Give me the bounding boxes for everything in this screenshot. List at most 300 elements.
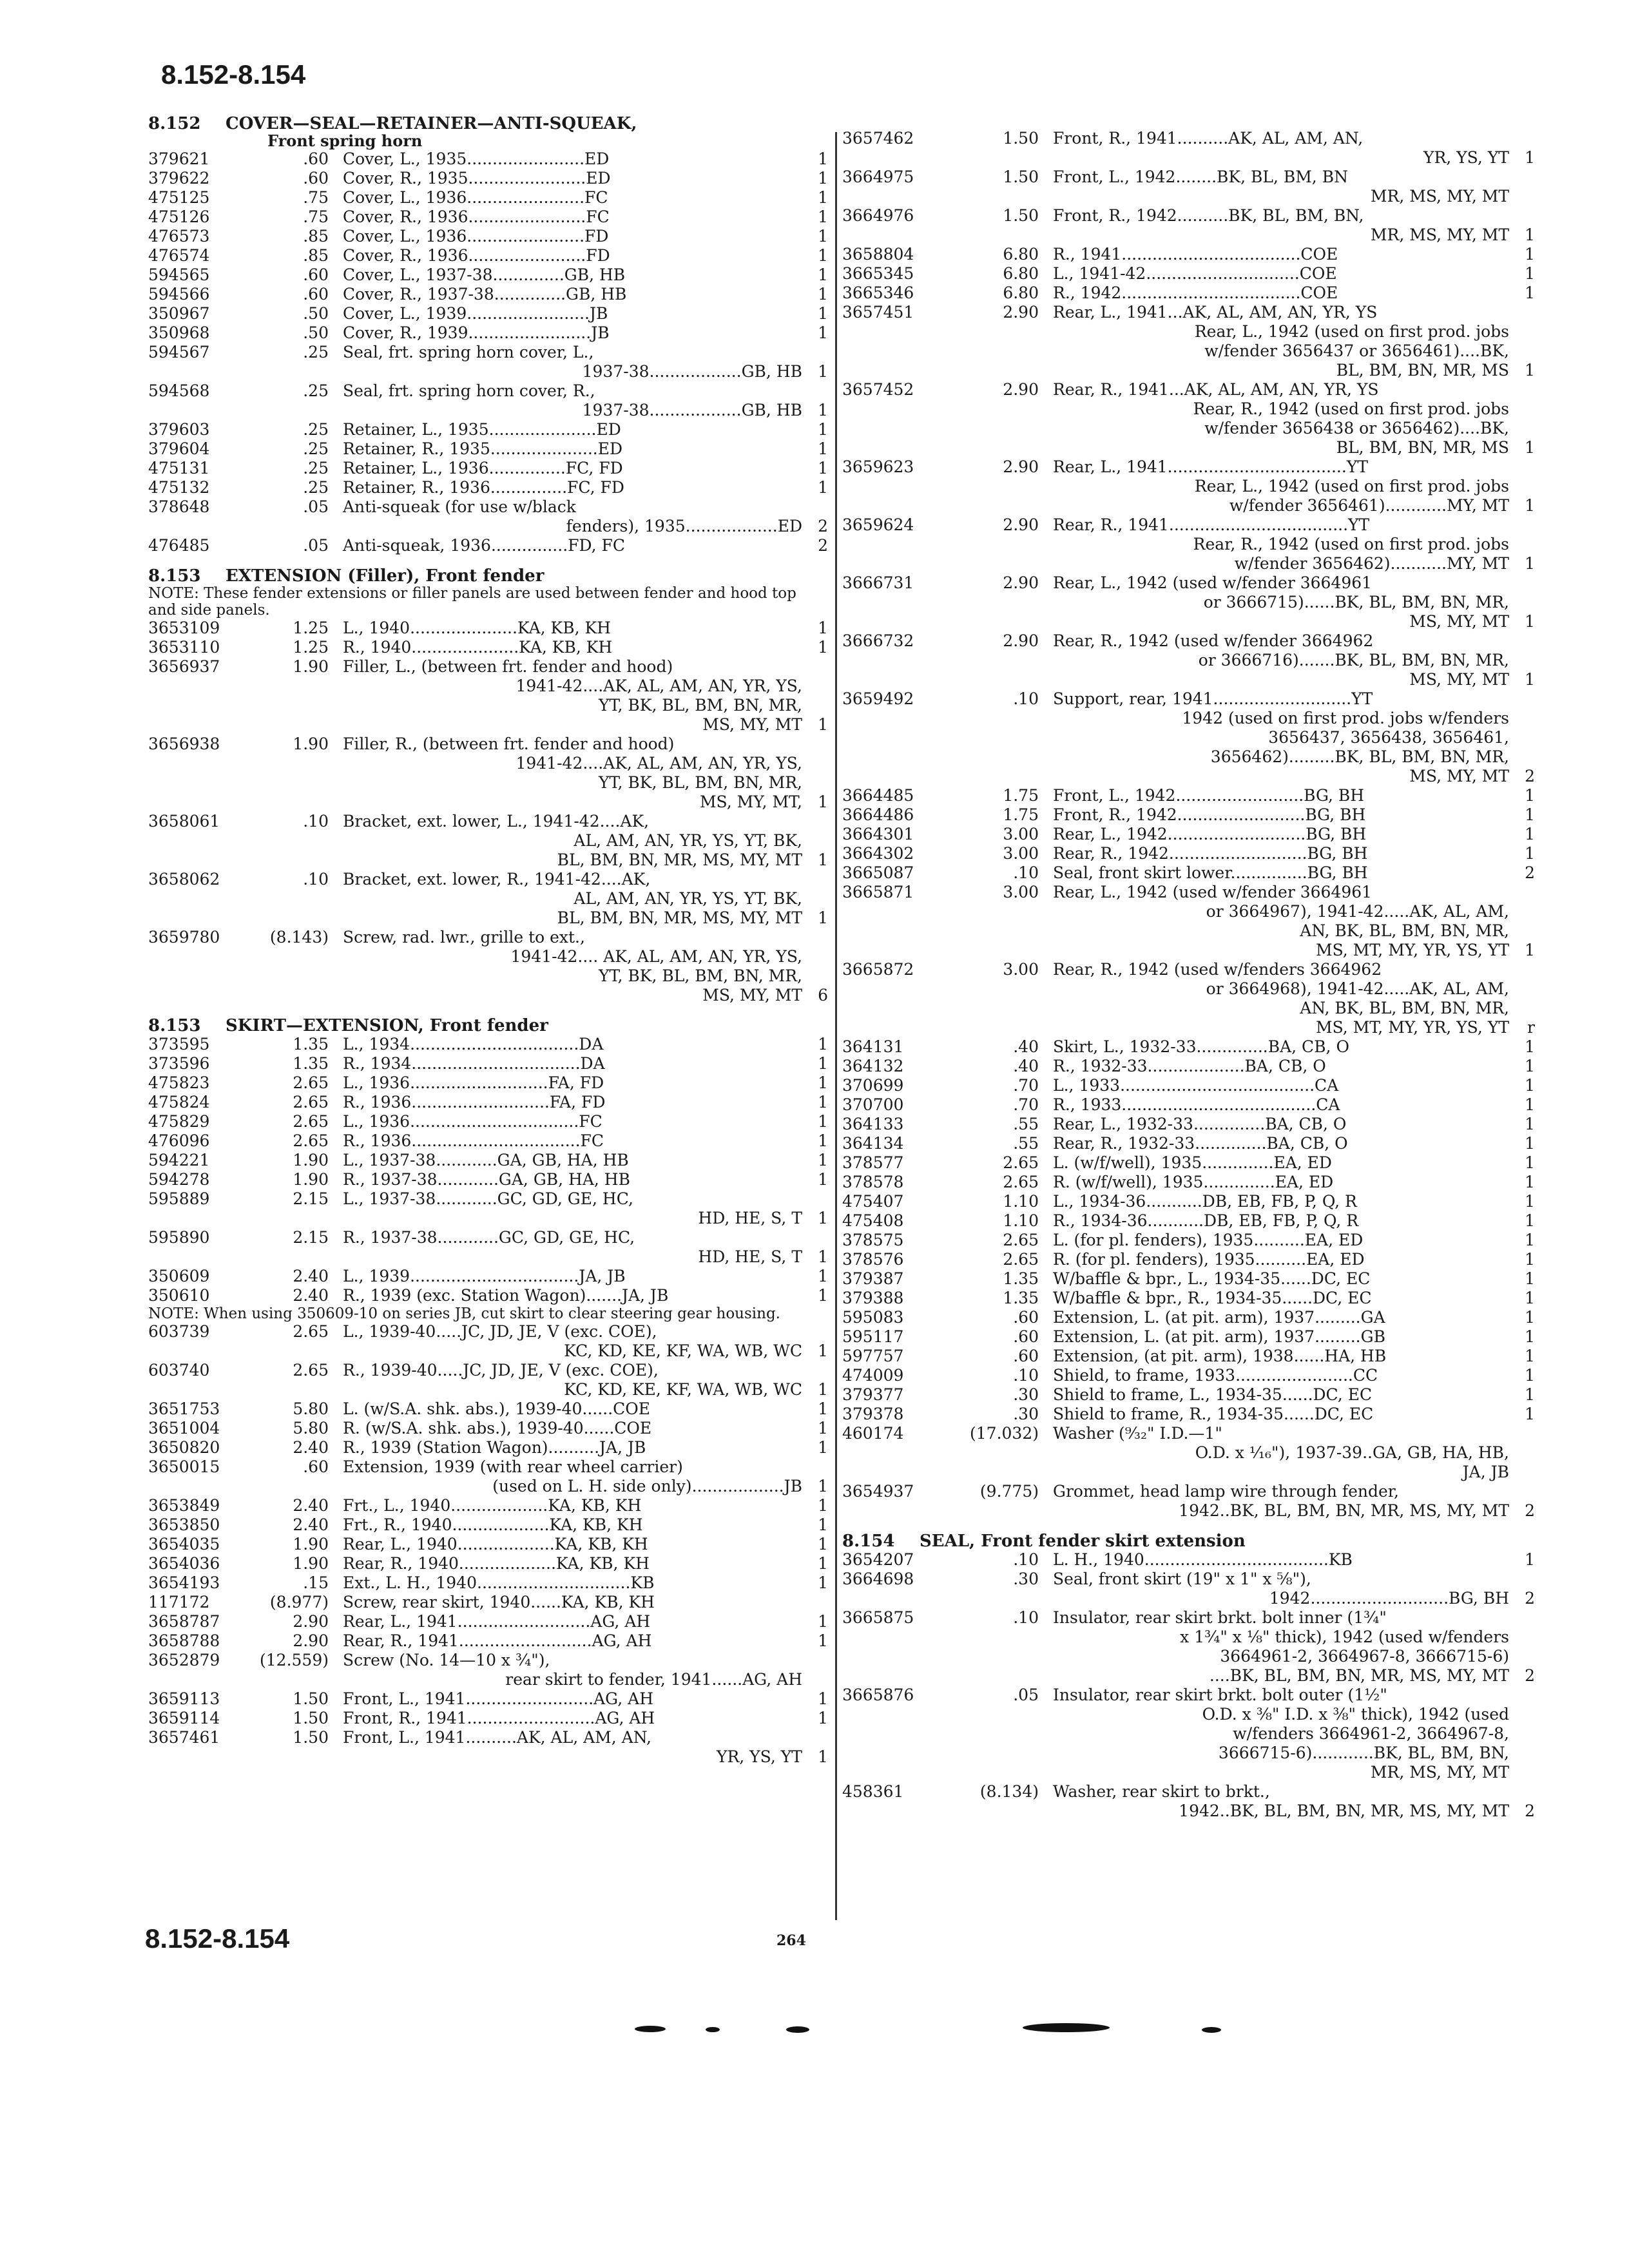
- description-line: Rear, L., 1942 (used w/fender 3664961: [1053, 883, 1373, 901]
- part-quantity: 1: [818, 1496, 828, 1515]
- part-number: 3656937: [148, 657, 220, 676]
- part-price: .30: [1013, 1405, 1039, 1423]
- part-price: 5.80: [293, 1419, 329, 1437]
- part-quantity: 1: [818, 1341, 828, 1360]
- part-number: 379621: [148, 149, 210, 168]
- description-line: MS, MY, MT: [1409, 612, 1509, 631]
- part-quantity: 1: [818, 1554, 828, 1573]
- part-number: 3651753: [148, 1399, 220, 1418]
- part-row: [148, 459, 828, 478]
- part-description: [343, 1457, 802, 1496]
- part-number: 3664302: [842, 844, 914, 863]
- part-number: 364132: [842, 1057, 904, 1075]
- description-line: KC, KD, KE, KF, WA, WB, WC: [564, 1341, 802, 1360]
- description-line: Support, rear, 1941...........................YT: [1053, 689, 1373, 708]
- part-number: 476096: [148, 1131, 210, 1150]
- part-description: [1053, 1347, 1509, 1366]
- part-quantity: r: [1527, 1018, 1535, 1037]
- part-number: 379622: [148, 169, 210, 187]
- part-description: [343, 1554, 802, 1573]
- description-line: 1941-42....AK, AL, AM, AN, YR, YS,: [516, 754, 802, 773]
- part-price: 1.35: [293, 1054, 329, 1073]
- description-line: 1942...........................BG, BH: [1269, 1589, 1509, 1608]
- part-row: [148, 1496, 828, 1515]
- description-line: Rear, R., 1941...AK, AL, AM, AN, YR, YS: [1053, 380, 1379, 399]
- part-row: [842, 883, 1535, 960]
- part-number: 475407: [842, 1192, 904, 1211]
- part-quantity: 1: [818, 793, 828, 811]
- part-description: [1053, 264, 1509, 284]
- part-row: [842, 206, 1535, 245]
- description-line: rear skirt to fender, 1941......AG, AH: [505, 1670, 802, 1689]
- section-note: NOTE: These fender extensions or filler panels are used between fender and hood top and side panels.: [148, 585, 796, 619]
- part-row: [842, 1782, 1535, 1821]
- right-column: [842, 129, 1535, 1821]
- part-number: 3666731: [842, 573, 914, 592]
- part-price: 2.40: [293, 1286, 329, 1305]
- part-description: [343, 1267, 802, 1286]
- part-quantity: 1: [818, 1093, 828, 1111]
- part-quantity: 1: [1525, 1037, 1535, 1056]
- part-number: 594567: [148, 343, 210, 361]
- description-line: 3656462).........BK, BL, BM, BN, MR,: [1210, 747, 1509, 766]
- description-line: L., 1934.................................DA: [343, 1035, 604, 1053]
- description-line: L., 1937-38............GA, GB, HA, HB: [343, 1151, 629, 1169]
- description-line: or 3664968), 1941-42.....AK, AL, AM,: [1206, 979, 1509, 998]
- part-quantity: 1: [818, 1419, 828, 1437]
- part-quantity: 1: [1525, 1327, 1535, 1346]
- part-number: 3665087: [842, 863, 914, 882]
- part-description: [1053, 1269, 1509, 1289]
- part-row: [148, 149, 828, 169]
- part-number: 379378: [842, 1405, 904, 1423]
- part-description: [343, 1709, 802, 1728]
- description-line: R. (w/f/well), 1935..............EA, ED: [1053, 1173, 1334, 1191]
- part-description: [1053, 1037, 1509, 1057]
- description-line: Rear, L., 1942 (used on first prod. jobs: [1194, 477, 1509, 495]
- part-quantity: 6: [818, 986, 828, 1004]
- part-row: [148, 304, 828, 323]
- part-number: 475126: [148, 207, 210, 226]
- description-line: R., 1940.....................KA, KB, KH: [343, 638, 613, 657]
- description-line: L., 1939-40.....JC, JD, JE, V (exc. COE),: [343, 1322, 657, 1341]
- description-line: 1937-38..................GB, HB: [582, 362, 802, 381]
- part-price: 2.40: [293, 1515, 329, 1534]
- part-price: 1.50: [1003, 168, 1039, 186]
- part-quantity: 1: [1525, 1550, 1535, 1569]
- part-description: [1053, 631, 1509, 689]
- part-price: 1.10: [1003, 1211, 1039, 1230]
- part-price: 1.90: [293, 657, 329, 676]
- part-quantity: 1: [818, 323, 828, 342]
- part-row: [842, 1211, 1535, 1231]
- part-quantity: 1: [818, 1112, 828, 1131]
- part-quantity: 1: [818, 1709, 828, 1727]
- part-row: [842, 264, 1535, 284]
- part-description: [1053, 1250, 1509, 1269]
- part-number: 603739: [148, 1322, 210, 1341]
- part-number: 3665875: [842, 1608, 914, 1627]
- section-heading: EXTENSION (Filler), Front fender: [226, 566, 545, 586]
- description-line: L. H., 1940....................................KB: [1053, 1550, 1353, 1569]
- description-line: YT, BK, BL, BM, BN, MR,: [599, 696, 802, 715]
- part-row: [148, 1170, 828, 1189]
- part-row: [842, 129, 1535, 168]
- part-number: 364134: [842, 1134, 904, 1153]
- part-price: 2.40: [293, 1438, 329, 1457]
- part-price: .10: [1013, 863, 1039, 882]
- part-quantity: 1: [1525, 1347, 1535, 1365]
- part-price: .10: [1013, 1550, 1039, 1569]
- part-quantity: 1: [1525, 245, 1535, 264]
- description-line: R. (w/S.A. shk. abs.), 1939-40......COE: [343, 1419, 652, 1437]
- part-price: 2.65: [1003, 1231, 1039, 1249]
- description-line: 3664961-2, 3664967-8, 3666715-6): [1220, 1647, 1509, 1666]
- part-quantity: 1: [818, 1073, 828, 1092]
- part-description: [1053, 1115, 1509, 1134]
- part-price: 2.65: [293, 1073, 329, 1092]
- description-line: Frt., R., 1940...................KA, KB, KH: [343, 1515, 643, 1534]
- part-price: 1.75: [1003, 786, 1039, 805]
- part-row: [842, 1405, 1535, 1424]
- part-row: [148, 1228, 828, 1267]
- part-row: [148, 735, 828, 812]
- part-number: 594221: [148, 1151, 210, 1169]
- part-price: 1.50: [293, 1709, 329, 1727]
- part-description: [343, 343, 802, 381]
- description-line: Filler, R., (between frt. fender and hood): [343, 735, 675, 753]
- description-line: MS, MY, MT: [702, 715, 802, 734]
- part-description: [1053, 1289, 1509, 1308]
- part-quantity: 1: [818, 1054, 828, 1073]
- part-description: [343, 870, 802, 928]
- part-row: [148, 1322, 828, 1361]
- part-price: 2.65: [293, 1361, 329, 1379]
- part-description: [1053, 1192, 1509, 1211]
- part-row: [842, 631, 1535, 689]
- part-row: [148, 928, 828, 1005]
- description-line: YT, BK, BL, BM, BN, MR,: [599, 773, 802, 792]
- part-quantity: 1: [818, 1286, 828, 1305]
- description-line: 1942..BK, BL, BM, BN, MR, MS, MY, MT: [1179, 1802, 1509, 1820]
- part-price: 2.40: [293, 1267, 329, 1285]
- part-number: 3657462: [842, 129, 914, 148]
- description-line: Frt., L., 1940...................KA, KB, KH: [343, 1496, 642, 1515]
- description-line: L. (for pl. fenders), 1935..........EA, ED: [1053, 1231, 1364, 1249]
- part-description: [343, 1228, 802, 1267]
- part-number: 3664486: [842, 805, 914, 824]
- description-line: Cover, L., 1935.......................ED: [343, 149, 610, 168]
- part-quantity: 1: [818, 1267, 828, 1285]
- part-number: 350968: [148, 323, 210, 342]
- part-quantity: 1: [1525, 1366, 1535, 1385]
- description-line: Front, L., 1941..........AK, AL, AM, AN,: [343, 1728, 651, 1747]
- description-line: w/fender 3656437 or 3656461)....BK,: [1204, 341, 1509, 360]
- part-row: [148, 246, 828, 265]
- part-description: [343, 1112, 802, 1131]
- part-price: 3.00: [1003, 844, 1039, 863]
- part-price: 1.35: [293, 1035, 329, 1053]
- description-line: w/fender 3656462)...........MY, MT: [1234, 554, 1509, 573]
- part-description: [1053, 960, 1509, 1037]
- part-description: [1053, 786, 1509, 805]
- description-line: R., 1941...................................COE: [1053, 245, 1338, 264]
- description-line: Washer, rear skirt to brkt.,: [1053, 1782, 1270, 1801]
- part-price: .55: [1013, 1115, 1039, 1133]
- description-line: Rear, R., 1941..........................AG, AH: [343, 1631, 652, 1650]
- part-quantity: 1: [818, 227, 828, 245]
- part-quantity: 1: [1525, 1095, 1535, 1114]
- description-line: AL, AM, AN, YR, YS, YT, BK,: [574, 831, 802, 850]
- part-description: [343, 1496, 802, 1515]
- part-description: [1053, 303, 1509, 380]
- scan-blot: [1202, 2027, 1221, 2033]
- part-price: 1.90: [293, 1170, 329, 1189]
- part-number: 595083: [842, 1308, 904, 1327]
- description-line: Rear, L., 1942 (used on first prod. jobs: [1194, 322, 1509, 341]
- part-quantity: 1: [818, 246, 828, 265]
- part-number: 594568: [148, 381, 210, 400]
- part-price: .10: [303, 870, 329, 889]
- part-row: [148, 497, 828, 536]
- part-price: 1.75: [1003, 805, 1039, 824]
- part-price: .50: [303, 323, 329, 342]
- part-quantity: 1: [1525, 844, 1535, 863]
- part-row: [842, 573, 1535, 631]
- description-line: MS, MY, MT: [702, 986, 802, 1004]
- part-row: [842, 1385, 1535, 1405]
- description-line: Rear, L., 1941...................................YT: [1053, 457, 1369, 476]
- part-description: [343, 381, 802, 420]
- description-line: BL, BM, BN, MR, MS: [1336, 438, 1509, 457]
- part-price: 2.90: [1003, 303, 1039, 322]
- part-price: 1.35: [1003, 1289, 1039, 1307]
- part-price: 2.40: [293, 1496, 329, 1515]
- description-line: Front, R., 1942.........................BG, BH: [1053, 805, 1366, 824]
- part-row: [842, 1173, 1535, 1192]
- part-price: 6.80: [1003, 245, 1039, 264]
- part-number: 3659780: [148, 928, 220, 947]
- part-number: 378575: [842, 1231, 904, 1249]
- part-price: .60: [303, 1457, 329, 1476]
- part-row: [148, 1535, 828, 1554]
- part-number: 3665345: [842, 264, 914, 283]
- part-description: [343, 149, 802, 169]
- description-line: L., 1941-42..............................COE: [1053, 264, 1337, 283]
- description-line: L., 1934-36...........DB, EB, FB, P, Q, R: [1053, 1192, 1357, 1211]
- part-number: 373596: [148, 1054, 210, 1073]
- description-line: R., 1934-36...........DB, EB, FB, P, Q, R: [1053, 1211, 1359, 1230]
- part-description: [343, 536, 802, 555]
- part-number: 379377: [842, 1385, 904, 1404]
- description-line: HD, HE, S, T: [698, 1209, 802, 1227]
- part-price: .40: [1013, 1057, 1039, 1075]
- part-price: 2.15: [293, 1189, 329, 1208]
- description-line: Front, L., 1941.........................AG, AH: [343, 1689, 654, 1708]
- part-price: 1.35: [1003, 1269, 1039, 1288]
- part-price: .60: [1013, 1347, 1039, 1365]
- part-quantity: 1: [818, 207, 828, 226]
- part-description: [1053, 1608, 1509, 1686]
- part-row: [842, 303, 1535, 380]
- part-price: 1.90: [293, 1535, 329, 1553]
- part-description: [1053, 1231, 1509, 1250]
- part-description: [343, 1131, 802, 1151]
- description-line: Bracket, ext. lower, L., 1941-42....AK,: [343, 812, 650, 831]
- part-description: [343, 188, 802, 207]
- part-row: [842, 284, 1535, 303]
- part-number: 3665346: [842, 284, 914, 302]
- part-quantity: 1: [818, 362, 828, 381]
- part-number: 3659623: [842, 457, 914, 476]
- part-number: 379388: [842, 1289, 904, 1307]
- part-price: .10: [1013, 1366, 1039, 1385]
- part-row: [148, 478, 828, 497]
- part-number: 458361: [842, 1782, 904, 1801]
- part-description: [1053, 1327, 1509, 1347]
- part-quantity: 1: [1525, 825, 1535, 843]
- part-number: 3653110: [148, 638, 220, 657]
- description-line: AN, BK, BL, BM, BN, MR,: [1300, 999, 1509, 1017]
- part-quantity: 1: [1525, 1192, 1535, 1211]
- part-price: 2.90: [1003, 631, 1039, 650]
- description-line: Rear, L., 1932-33..............BA, CB, O: [1053, 1115, 1347, 1133]
- part-description: [1053, 206, 1509, 245]
- part-description: [343, 928, 802, 1005]
- part-description: [343, 285, 802, 304]
- part-row: [842, 689, 1535, 786]
- part-price: (8.977): [269, 1593, 329, 1611]
- description-line: or 3666715)......BK, BL, BM, BN, MR,: [1203, 593, 1509, 611]
- part-row: [148, 1631, 828, 1651]
- part-quantity: 2: [1525, 767, 1535, 785]
- part-price: (8.134): [979, 1782, 1039, 1801]
- part-number: 3659624: [842, 515, 914, 534]
- part-number: 594278: [148, 1170, 210, 1189]
- part-description: [343, 1054, 802, 1073]
- part-row: [148, 1286, 828, 1305]
- part-number: 476485: [148, 536, 210, 555]
- part-quantity: 1: [1525, 1057, 1535, 1075]
- part-description: [1053, 1095, 1509, 1115]
- part-description: [343, 657, 802, 735]
- description-line: or 3666716).......BK, BL, BM, BN, MR,: [1198, 651, 1509, 669]
- part-quantity: 1: [818, 1535, 828, 1553]
- description-line: Front, R., 1941..........AK, AL, AM, AN,: [1053, 129, 1364, 148]
- description-line: Retainer, L., 1935.....................ED: [343, 420, 621, 439]
- part-quantity: 1: [818, 265, 828, 284]
- scan-blot: [706, 2027, 720, 2032]
- description-line: Insulator, rear skirt brkt. bolt inner (1¾": [1053, 1608, 1387, 1627]
- part-quantity: 2: [1525, 1501, 1535, 1520]
- part-number: 3658804: [842, 245, 914, 264]
- part-price: 1.25: [293, 619, 329, 637]
- description-line: Retainer, L., 1936...............FC, FD: [343, 459, 623, 477]
- part-quantity: 1: [818, 850, 828, 869]
- part-price: 6.80: [1003, 264, 1039, 283]
- part-row: [842, 1192, 1535, 1211]
- part-number: 3664698: [842, 1570, 914, 1588]
- part-price: .25: [303, 381, 329, 400]
- part-number: 364133: [842, 1115, 904, 1133]
- part-row: [842, 863, 1535, 883]
- part-quantity: 1: [818, 304, 828, 323]
- description-line: Filler, L., (between frt. fender and hood): [343, 657, 673, 676]
- part-price: .85: [303, 227, 329, 245]
- part-price: 1.25: [293, 638, 329, 657]
- part-price: .55: [1013, 1134, 1039, 1153]
- description-line: R., 1939-40.....JC, JD, JE, V (exc. COE),: [343, 1361, 659, 1379]
- part-quantity: 1: [818, 459, 828, 477]
- part-description: [343, 735, 802, 812]
- description-line: Front, L., 1942.........................BG, BH: [1053, 786, 1365, 805]
- part-price: .05: [303, 536, 329, 555]
- part-description: [343, 619, 802, 638]
- part-number: 460174: [842, 1424, 904, 1443]
- description-line: MS, MY, MT: [1409, 767, 1509, 785]
- part-number: 3654937: [842, 1482, 914, 1501]
- part-number: 378648: [148, 497, 210, 516]
- part-description: [343, 1286, 802, 1305]
- part-number: 3665871: [842, 883, 914, 901]
- part-price: .85: [303, 246, 329, 265]
- part-number: 475131: [148, 459, 210, 477]
- part-price: 2.65: [293, 1112, 329, 1131]
- part-quantity: 1: [1525, 786, 1535, 805]
- part-row: [148, 1728, 828, 1767]
- description-line: Cover, L., 1936.......................FD: [343, 227, 609, 245]
- description-line: Grommet, head lamp wire through fender,: [1053, 1482, 1399, 1501]
- part-description: [1053, 457, 1509, 515]
- part-price: .30: [1013, 1385, 1039, 1404]
- part-row: [842, 380, 1535, 457]
- description-line: R., 1934.................................DA: [343, 1054, 605, 1073]
- part-quantity: 1: [1525, 805, 1535, 824]
- description-line: w/fender 3656461)............MY, MT: [1229, 496, 1509, 515]
- description-line: Rear, R., 1942 (used w/fenders 3664962: [1053, 960, 1382, 979]
- part-number: 475132: [148, 478, 210, 497]
- description-line: 1942..BK, BL, BM, BN, MR, MS, MY, MT: [1179, 1501, 1509, 1520]
- part-quantity: 1: [818, 1170, 828, 1189]
- part-description: [343, 1151, 802, 1170]
- part-price: 3.00: [1003, 883, 1039, 901]
- part-description: [1053, 1482, 1509, 1521]
- part-description: [1053, 1308, 1509, 1327]
- part-row: [148, 536, 828, 555]
- description-line: Cover, L., 1936.......................FC: [343, 188, 608, 207]
- part-quantity: 1: [1525, 361, 1535, 380]
- description-line: AL, AM, AN, YR, YS, YT, BK,: [574, 889, 802, 908]
- description-line: Cover, R., 1935.......................ED: [343, 169, 611, 187]
- description-line: x 1¾" x ⅛" thick), 1942 (used w/fenders: [1180, 1628, 1509, 1646]
- part-quantity: 1: [818, 715, 828, 734]
- description-line: Rear, R., 1932-33..............BA, CB, O: [1053, 1134, 1348, 1153]
- part-quantity: 1: [1525, 1211, 1535, 1230]
- part-row: [842, 1550, 1535, 1570]
- part-price: .25: [303, 478, 329, 497]
- part-quantity: 1: [1525, 1153, 1535, 1172]
- part-quantity: 1: [818, 169, 828, 187]
- part-number: 370699: [842, 1076, 904, 1095]
- part-description: [343, 1322, 802, 1361]
- part-number: 3654036: [148, 1554, 220, 1573]
- part-quantity: 1: [818, 1689, 828, 1708]
- part-row: [148, 285, 828, 304]
- part-description: [343, 1189, 802, 1228]
- part-row: [148, 1151, 828, 1170]
- part-quantity: 1: [1525, 1231, 1535, 1249]
- part-row: [148, 1457, 828, 1496]
